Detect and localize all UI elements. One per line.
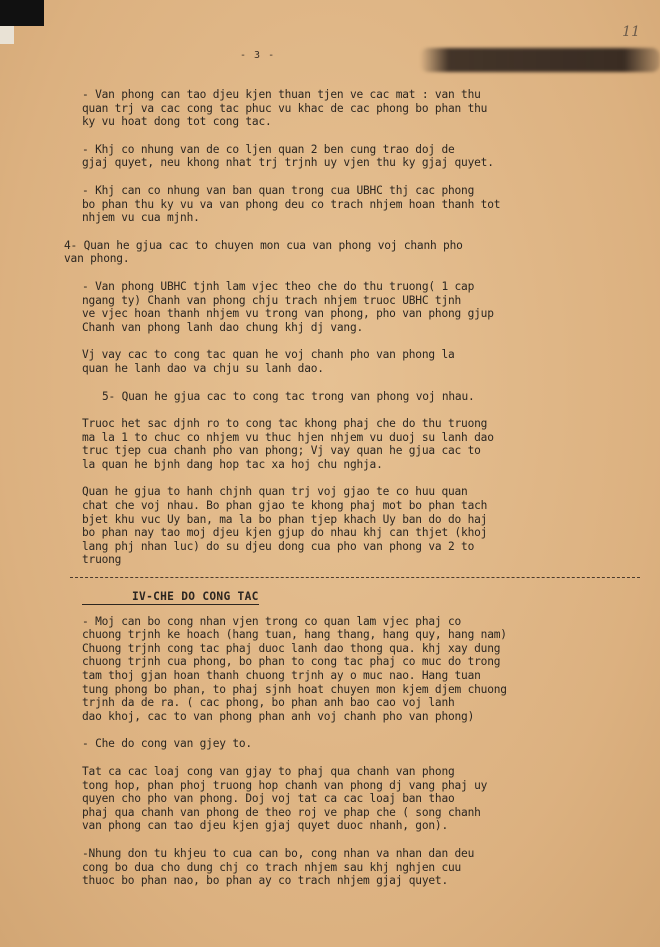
typed-text-body [64,88,627,888]
paragraph: 5- Quan he gjua cac to cong tac trong van phong voj nhau. [102,389,475,403]
paragraph: - Che do cong van gjey to. [82,737,252,751]
section-divider [70,577,640,578]
paragraph: Vj vay cac to cong tac quan he voj chanh pho van phong la quan he lanh dao va chju su lanh dao. [82,348,455,375]
paragraph: - Van phong UBHC tjnh lam vjec theo che do thu truong( 1 cap ngang ty) Chanh van phong chju trach nhjem truoc UBHC tjnh ve vjec hoan thanh nhjem vu trong van phong, pho van phong gjup Chanh van phong lanh dao chung khj dj vang. [82,279,494,334]
scan-corner-mark [0,0,44,26]
paragraph: - Khj can co nhung van ban quan trong cua UBHC thj cac phong bo phan thu ky vu va van phong deu co trach nhjem hoan thanh tot nhjem vu cua mjnh. [82,183,501,225]
paragraph: -Nhung don tu khjeu to cua can bo, cong nhan va nhan dan deu cong bo dua cho dung chj co trach nhjem sau khj nghjen cuu thuoc bo phan nao, bo phan ay co trach nhjem gjaj quyet. [82,846,475,888]
scan-corner-patch [0,26,14,44]
paragraph: - Khj co nhung van de co ljen quan 2 ben cung trao doj de gjaj quyet, neu khong nhat trj trjnh uy vjen thu ky gjaj quyet. [82,142,494,170]
paragraph: - Moj can bo cong nhan vjen trong co quan lam vjec phaj co chuong trjnh ke hoach (hang tuan, hang thang, hang quy, hang nam) Chuong trjnh cong tac phaj duoc lanh dao thong qua. khj xay dung chuong trjnh cua phong, bo phan to cong tac phaj co muc do trong tam thoj gjan hoan thanh chuong trjnh ay o muc nao. Hang tuan tung phong bo phan, to phaj sjnh hoat chuyen mon kjem djem chuong trjnh da de ra. ( cac phong, bo phan anh bao cao voj lanh dao khoj, cac to van phong phan anh voj chanh pho van phong) [82,614,507,723]
paragraph: Truoc het sac djnh ro to cong tac khong phaj che do thu truong ma la 1 to chuc co nhjem vu thuc hjen nhjem vu duoj su lanh dao truc tjep cua chanh pho van phong; Vj vay quan he gjua cac to la quan he bjnh dang hop tac xa hoj chu nghja. [82,417,494,471]
section-heading: IV-CHE DO CONG TAC [82,590,259,605]
paragraph: Tat ca cac loaj cong van gjay to phaj qua chanh van phong tong hop, phan phoj truong hop chanh van phong dj vang phaj uy quyen cho pho van phong. Doj voj tat ca cac loaj ban thao phaj qua chanh van phong de theo roj ve phap che ( song chanh van phong can tao djeu kjen gjaj quyet duoc nhanh, gon). [82,764,488,833]
paragraph: - Van phong can tao djeu kjen thuan tjen ve cac mat : van thu quan trj va cac cong tac phuc vu khac de cac phong bo phan thu ky vu hoat dong tot cong tac. [82,88,488,129]
ink-smudge [420,48,660,72]
page-number: 11 [622,24,640,40]
header-fragment: - 3 - [240,50,276,61]
paragraph: Quan he gjua to hanh chjnh quan trj voj gjao te co huu quan chat che voj nhau. Bo phan gjao te khong phaj mot bo phan tach bjet khu vuc Uy ban, ma la bo phan tjep khach Uy ban do do haj bo phan nay tao moj djeu kjen gjup do nhau khj can thjet (khoj lang phj nhan luc) do su djeu dong cua pho van phong va 2 to truong [82,485,488,567]
paragraph: 4- Quan he gjua cac to chuyen mon cua van phong voj chanh pho van phong. [64,238,463,266]
